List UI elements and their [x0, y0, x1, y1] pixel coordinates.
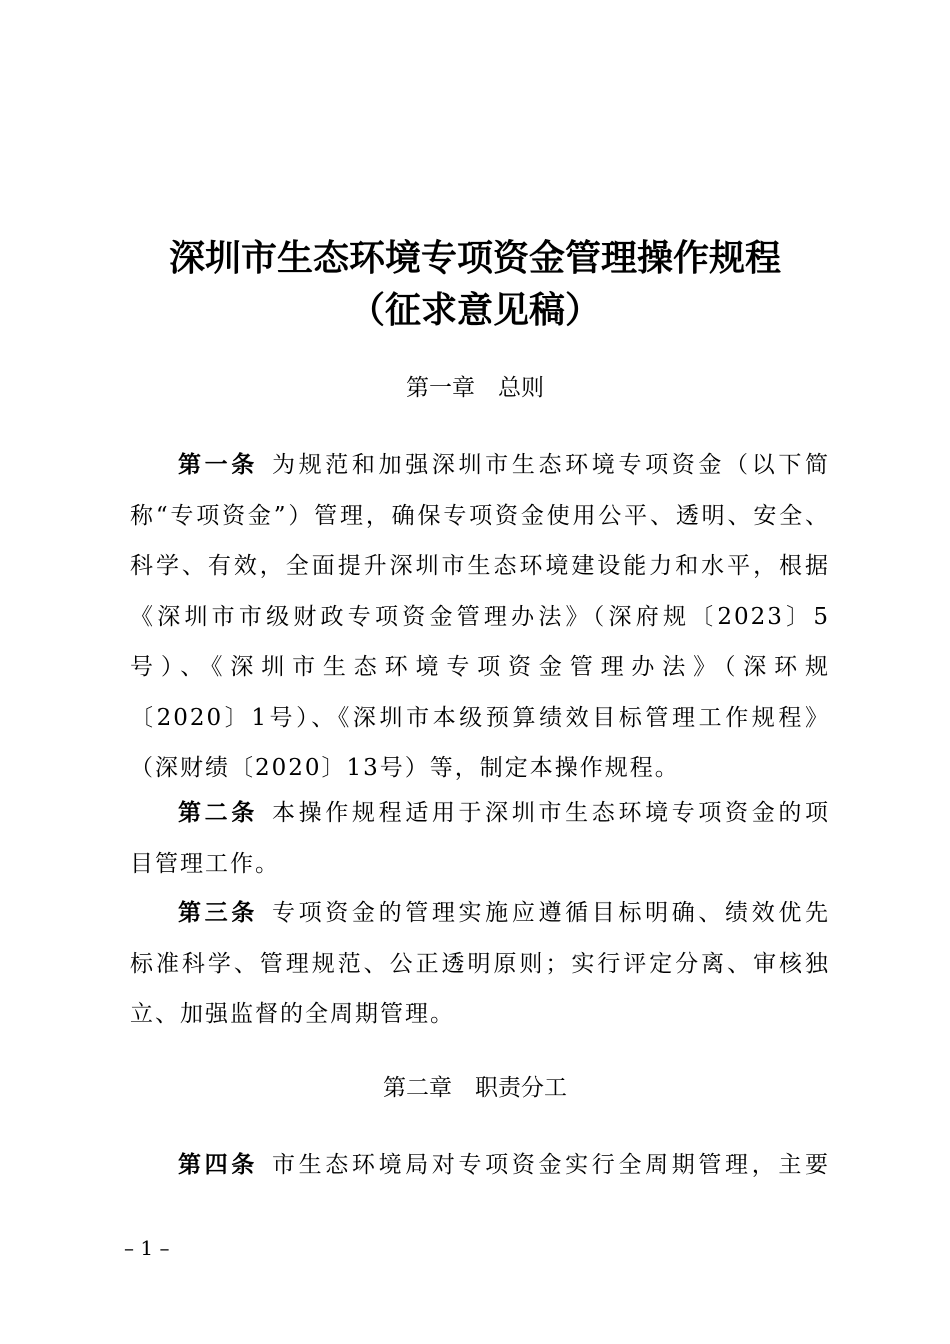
title-main: 深圳市生态环境专项资金管理操作规程	[168, 237, 781, 279]
article-1-line-1: 第一条 为规范和加强深圳市生态环境专项资金（以下简	[178, 452, 831, 478]
article-1-line-5: 号）、《深圳市生态环境专项资金管理办法》（深环规	[130, 654, 830, 680]
page-number: – 1 –	[124, 1236, 170, 1260]
article-1-line-3: 科学、有效，全面提升深圳市生态环境建设能力和水平，根据	[130, 553, 830, 579]
article-1-line-2: 称“专项资金”）管理，确保专项资金使用公平、透明、安全、	[130, 502, 830, 529]
document-title	[0, 232, 950, 336]
article-1-line-7: （深财绩〔2020〕13号）等，制定本操作规程。	[130, 755, 680, 781]
article-1-label: 第一条	[178, 452, 258, 478]
article-4-label: 第四条	[178, 1152, 258, 1178]
article-2	[130, 788, 830, 889]
chapter-heading-2: 第二章 职责分工	[383, 1075, 567, 1101]
article-2-line-1: 第二条 本操作规程适用于深圳市生态环境专项资金的项	[178, 800, 831, 826]
article-4-line-1: 第四条 市生态环境局对专项资金实行全周期管理，主要	[178, 1152, 831, 1178]
article-3	[130, 888, 830, 1040]
article-1	[130, 440, 830, 794]
article-2-line-2: 目管理工作。	[130, 850, 280, 877]
article-3-label: 第三条	[178, 900, 258, 926]
article-2-label: 第二条	[178, 800, 258, 826]
title-subtitle: （征求意见稿）	[348, 289, 601, 331]
article-3-line-1: 第三条 专项资金的管理实施应遵循目标明确、绩效优先	[178, 900, 831, 926]
article-1-line-6: 〔2020〕1号）、《深圳市本级预算绩效目标管理工作规程》	[130, 704, 830, 731]
article-1-line-4: 《深圳市市级财政专项资金管理办法》（深府规〔2023〕5	[130, 603, 830, 630]
article-3-line-2: 标准科学、管理规范、公正透明原则；实行评定分离、审核独	[130, 950, 830, 977]
article-4	[130, 1140, 830, 1191]
chapter-heading-1: 第一章 总则	[406, 375, 544, 401]
article-3-line-3: 立、加强监督的全周期管理。	[130, 1001, 455, 1027]
